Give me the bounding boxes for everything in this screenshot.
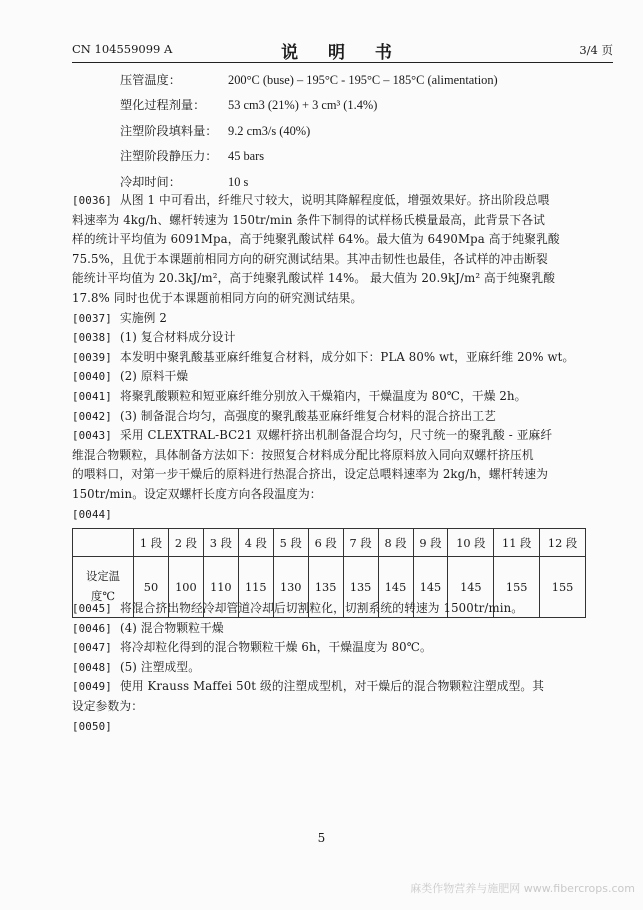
paragraph-line: 设定参数为： (72, 698, 144, 713)
temperature-cell: 155 (494, 557, 540, 618)
param-label: 冷却时间： (120, 174, 181, 189)
param-row (120, 119, 498, 144)
temperature-cell: 100 (168, 557, 203, 618)
paragraph-number: [0038] (72, 331, 112, 345)
param-label: 塑化过程剂量： (120, 98, 206, 113)
segment-header: 7 段 (343, 529, 378, 557)
paragraph-text: (1) 复合材料成分设计 (120, 330, 236, 345)
row-label-line: 度℃ (91, 590, 115, 603)
temperature-cell: 135 (308, 557, 343, 618)
paragraph-number: [0047] (72, 641, 112, 655)
paragraph-text: (4) 混合物颗粒干燥 (120, 620, 224, 635)
paragraph-0036 (72, 191, 586, 524)
paragraph-number: [0041] (72, 389, 112, 403)
paragraph-number: [0043] (72, 429, 112, 443)
paragraph-line: 能统计平均值为 20.3kJ/m²，高于纯聚乳酸试样 14%。 最大值为 20.9kJ/m² 高于纯聚乳酸 (72, 271, 556, 286)
paragraph-line: 75.5%，且优于本课题前相同方向的研究测试结果。其冲击韧性也最佳，各试样的冲击断裂 (72, 251, 548, 266)
paragraph-text: 将冷却粒化得到的混合物颗粒干燥 6h，干燥温度为 80℃。 (120, 640, 432, 655)
paragraph-number: [0039] (72, 350, 112, 364)
segment-header: 3 段 (203, 529, 238, 557)
paragraph-number: [0050] (72, 719, 112, 733)
paragraph-line: 150tr/min。设定双螺杆长度方向各段温度为： (72, 486, 322, 501)
document-number: CN 104559099 A (72, 42, 173, 56)
segment-header: 5 段 (273, 529, 308, 557)
segment-header: 2 段 (168, 529, 203, 557)
temperature-cell: 145 (378, 557, 413, 618)
table-corner-cell (73, 529, 134, 557)
temperature-cell: 130 (273, 557, 308, 618)
paragraph-number: [0037] (72, 311, 112, 325)
paragraph-number: [0044] (72, 507, 112, 521)
paragraph-line: 采用 CLEXTRAL-BC21 双螺杆挤出机制备混合均匀，尺寸统一的聚乳酸 - 亚麻纤 (120, 428, 553, 443)
row-label-line: 设定温 (86, 570, 120, 583)
injection-parameters (120, 68, 498, 195)
temperature-cell: 155 (540, 557, 586, 618)
param-label: 注塑阶段填料量： (120, 123, 218, 138)
paragraph-text: 实施例 2 (120, 310, 167, 325)
document-title: 说 明 书 (281, 43, 404, 63)
segment-header: 4 段 (238, 529, 273, 557)
paragraph-number: [0042] (72, 409, 112, 423)
temperature-cell: 50 (134, 557, 169, 618)
param-row (120, 144, 498, 169)
paragraph-number: [0040] (72, 370, 112, 384)
paragraph-text: (3) 制备混合均匀，高强度的聚乳酸基亚麻纤维复合材料的混合挤出工艺 (120, 408, 496, 423)
temperature-cell: 145 (413, 557, 448, 618)
segment-header: 9 段 (413, 529, 448, 557)
param-label: 压管温度： (120, 73, 181, 87)
segment-header: 6 段 (308, 529, 343, 557)
segment-header: 8 段 (378, 529, 413, 557)
segment-header: 12 段 (540, 529, 586, 557)
temperature-cell: 145 (448, 557, 494, 618)
paragraph-line: 17.8% 同时也优于本课题前相同方向的研究测试结果。 (72, 290, 363, 305)
paragraph-text: 本发明中聚乳酸基亚麻纤维复合材料，成分如下：PLA 80% wt，亚麻纤维 20% wt。 (120, 349, 575, 364)
page-number: 5 (317, 831, 326, 845)
segment-header: 1 段 (134, 529, 169, 557)
paragraph-line: 使用 Krauss Maffei 50t 级的注塑成型机，对干燥后的混合物颗粒注塑成型。其 (120, 679, 545, 694)
paragraph-number: [0049] (72, 680, 112, 694)
param-value: 10 s (228, 174, 249, 189)
paragraph-line: 维混合物颗粒，具体制备方法如下：按照复合材料成分配比将原料放入同向双螺杆挤压机 (72, 447, 534, 462)
table-header-row (73, 529, 586, 557)
param-value: 200°C (buse) – 195°C - 195°C – 185°C (alimentation) (228, 73, 498, 87)
paragraph-line: 料速率为 4kg/h、螺杆转速为 150tr/min 条件下制得的试样杨氏模量最高，此背景下各试 (72, 212, 545, 227)
paragraph-line: 样的统计平均值为 6091Mpa，高于纯聚乳酸试样 64%。最大值为 6490Mpa 高于纯聚乳酸 (72, 232, 560, 247)
paragraph-number: [0045] (72, 602, 112, 615)
param-value: 45 bars (228, 149, 265, 164)
paragraph-number: [0046] (72, 621, 112, 635)
paragraph-number: [0048] (72, 660, 112, 674)
param-label: 注塑阶段静压力： (120, 149, 218, 164)
segment-header: 11 段 (494, 529, 540, 557)
segment-header: 10 段 (448, 529, 494, 557)
param-value: 9.2 cm3/s (40%) (228, 123, 311, 138)
param-row (120, 93, 498, 118)
paragraphs-after-table (72, 599, 586, 736)
paragraph-text: 将聚乳酸颗粒和短亚麻纤维分别放入干燥箱内，干燥温度为 80℃，干燥 2h。 (120, 388, 527, 403)
temperature-cell: 110 (203, 557, 238, 618)
paragraph-text: (5) 注塑成型。 (120, 659, 201, 674)
header-rule (72, 62, 613, 63)
page-header (72, 38, 613, 62)
site-watermark: 麻类作物营养与施肥网 www.fibercrops.com (410, 882, 635, 895)
param-row (120, 68, 498, 93)
temperature-cell: 115 (238, 557, 273, 618)
paragraph-line: 的喂料口，对第一步干燥后的原料进行热混合挤出，设定总喂料速率为 2kg/h，螺杆转速为 (72, 467, 549, 482)
paragraph-text: (2) 原料干燥 (120, 369, 189, 384)
temperature-cell: 135 (343, 557, 378, 618)
page-count: 3/4 页 (579, 43, 613, 57)
paragraph-text: 将混合挤出物经冷却管道冷却后切割粒化，切割系统的转速为 1500tr/min。 (120, 601, 524, 615)
param-value: 53 cm3 (21%) + 3 cm³ (1.4%) (228, 98, 378, 113)
paragraph-line: 从图 1 中可看出，纤维尺寸较大，说明其降解程度低，增强效果好。挤出阶段总喂 (120, 193, 550, 207)
paragraph-number: [0036] (72, 194, 112, 207)
